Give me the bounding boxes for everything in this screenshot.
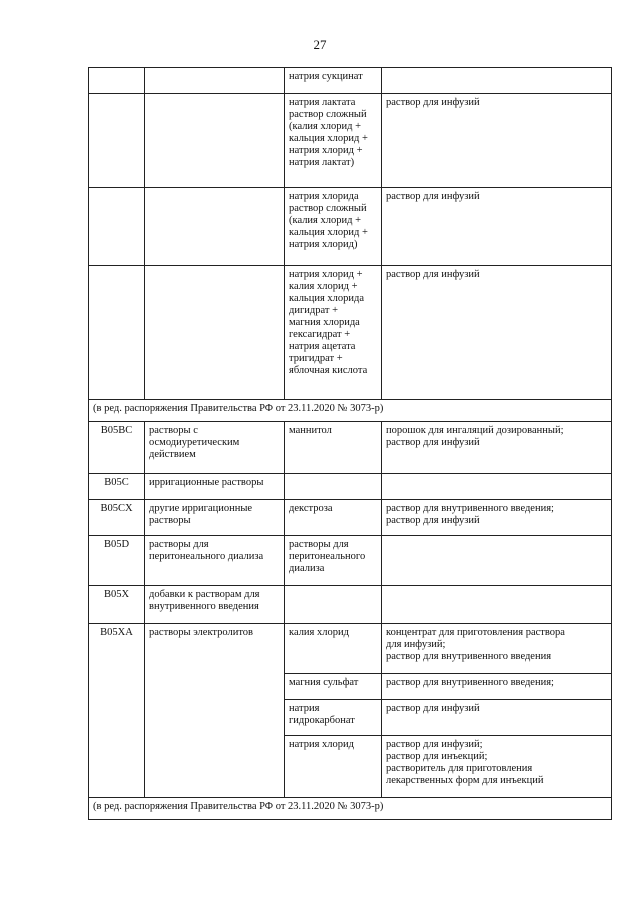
group-name <box>145 586 285 624</box>
group-name-line: действием <box>149 449 196 460</box>
dosage-form <box>382 68 612 94</box>
group-name-line: растворы с <box>149 425 198 436</box>
drug-name <box>285 422 382 474</box>
dosage-form-line: для инфузий; <box>386 639 446 650</box>
drug-name-line: калия хлорид + <box>289 281 358 292</box>
table-row <box>89 68 612 94</box>
group-name-line: растворы для <box>149 539 209 550</box>
group-name-line: ирригационные растворы <box>149 477 264 488</box>
dosage-form <box>382 700 612 736</box>
drug-name-line: раствор сложный <box>289 203 367 214</box>
dosage-form-line: раствор для инфузий <box>386 269 480 280</box>
dosage-form-line: раствор для инфузий <box>386 515 480 526</box>
table-row <box>89 266 612 400</box>
dosage-form-line: концентрат для приготовления раствора <box>386 627 565 638</box>
dosage-form-line: порошок для ингаляций дозированный; <box>386 425 564 436</box>
drug-name-line: растворы для <box>289 539 349 550</box>
atc-code <box>89 68 145 94</box>
drug-name-line: натрия лактата <box>289 97 356 108</box>
group-name <box>145 422 285 474</box>
drug-name-line: калия хлорид <box>289 627 349 638</box>
dosage-form <box>382 586 612 624</box>
group-name <box>145 536 285 586</box>
dosage-form <box>382 500 612 536</box>
drug-name-line: декстроза <box>289 503 333 514</box>
atc-code: B05C <box>89 474 145 500</box>
group-name <box>145 188 285 266</box>
dosage-form <box>382 94 612 188</box>
amendment-note-row <box>89 798 612 820</box>
dosage-form <box>382 422 612 474</box>
drug-name <box>285 700 382 736</box>
group-name <box>145 500 285 536</box>
dosage-form-line: лекарственных форм для инъекций <box>386 775 544 786</box>
atc-code <box>89 94 145 188</box>
drug-name-line: диализа <box>289 563 325 574</box>
group-name-line: внутривенного введения <box>149 601 259 612</box>
drug-name-line: натрия хлорид) <box>289 239 358 250</box>
dosage-form-line: раствор для инфузий <box>386 97 480 108</box>
atc-code <box>89 188 145 266</box>
drug-name-line: маннитол <box>289 425 332 436</box>
drug-name-line: гексагидрат + <box>289 329 351 340</box>
amendment-note: (в ред. распоряжения Правительства РФ от 23.11.2020 № 3073-р) <box>89 400 612 422</box>
drug-name <box>285 624 382 674</box>
drug-name-line: кальция хлорид + <box>289 133 368 144</box>
dosage-form <box>382 188 612 266</box>
dosage-form <box>382 736 612 798</box>
amendment-note: (в ред. распоряжения Правительства РФ от 23.11.2020 № 3073-р) <box>89 798 612 820</box>
drug-name-line: натрия <box>289 703 320 714</box>
drug-name-line: (калия хлорид + <box>289 215 362 226</box>
dosage-form <box>382 674 612 700</box>
drug-name-line: натрия лактат) <box>289 157 355 168</box>
drug-name-line: магния хлорида <box>289 317 360 328</box>
drug-name <box>285 188 382 266</box>
drug-name-line: дигидрат + <box>289 305 339 316</box>
table-row <box>89 500 612 536</box>
drug-name-line: натрия сукцинат <box>289 71 363 82</box>
table-row <box>89 624 612 674</box>
drug-name <box>285 674 382 700</box>
drug-name-line: натрия хлорид + <box>289 269 363 280</box>
group-name-line: осмодиуретическим <box>149 437 240 448</box>
drug-name <box>285 736 382 798</box>
drug-name-line: перитонеального <box>289 551 366 562</box>
drug-name <box>285 266 382 400</box>
table-row <box>89 94 612 188</box>
dosage-form-line: раствор для внутривенного введения <box>386 651 552 662</box>
table-row <box>89 188 612 266</box>
drug-name <box>285 536 382 586</box>
dosage-form <box>382 624 612 674</box>
drug-name-line: натрия хлорид <box>289 739 354 750</box>
dosage-form-line: раствор для инъекций; <box>386 751 488 762</box>
drug-name-line: гидрокарбонат <box>289 715 355 726</box>
group-name-line: растворы <box>149 515 191 526</box>
drug-table <box>88 67 612 820</box>
atc-code: B05XA <box>89 624 145 798</box>
drug-name <box>285 94 382 188</box>
atc-code <box>89 266 145 400</box>
group-name <box>145 624 285 798</box>
drug-name-line: раствор сложный <box>289 109 367 120</box>
drug-name <box>285 586 382 624</box>
dosage-form-line: раствор для внутривенного введения; <box>386 503 554 514</box>
dosage-form-line: раствор для инфузий; <box>386 739 483 750</box>
group-name <box>145 68 285 94</box>
drug-name-line: кальция хлорида <box>289 293 365 304</box>
dosage-form <box>382 474 612 500</box>
dosage-form-line: раствор для инфузий <box>386 437 480 448</box>
group-name-line: добавки к растворам для <box>149 589 260 600</box>
dosage-form <box>382 536 612 586</box>
atc-code: B05CX <box>89 500 145 536</box>
dosage-form-line: раствор для инфузий <box>386 191 480 202</box>
drug-name <box>285 474 382 500</box>
group-name-line: другие ирригационные <box>149 503 253 514</box>
drug-name-line: кальция хлорид + <box>289 227 368 238</box>
drug-name-line: магния сульфат <box>289 677 359 688</box>
dosage-form-line: раствор для инфузий <box>386 703 480 714</box>
dosage-form-line: растворитель для приготовления <box>386 763 533 774</box>
table-row <box>89 586 612 624</box>
drug-name-line: натрия хлорида <box>289 191 359 202</box>
table-row <box>89 474 612 500</box>
drug-name-line: тригидрат + <box>289 353 343 364</box>
group-name <box>145 94 285 188</box>
group-name <box>145 474 285 500</box>
amendment-note-row <box>89 400 612 422</box>
drug-name-line: натрия хлорид + <box>289 145 363 156</box>
drug-name <box>285 500 382 536</box>
group-name <box>145 266 285 400</box>
drug-name-line: (калия хлорид + <box>289 121 362 132</box>
drug-name-line: натрия ацетата <box>289 341 356 352</box>
group-name-line: растворы электролитов <box>149 627 254 638</box>
drug-name <box>285 68 382 94</box>
drug-name-line: яблочная кислота <box>289 365 368 376</box>
table-row <box>89 422 612 474</box>
page-number: 27 <box>313 37 327 52</box>
atc-code: B05BC <box>89 422 145 474</box>
atc-code: B05X <box>89 586 145 624</box>
dosage-form-line: раствор для внутривенного введения; <box>386 677 554 688</box>
group-name-line: перитонеального диализа <box>149 551 264 562</box>
table-row <box>89 536 612 586</box>
dosage-form <box>382 266 612 400</box>
atc-code: B05D <box>89 536 145 586</box>
